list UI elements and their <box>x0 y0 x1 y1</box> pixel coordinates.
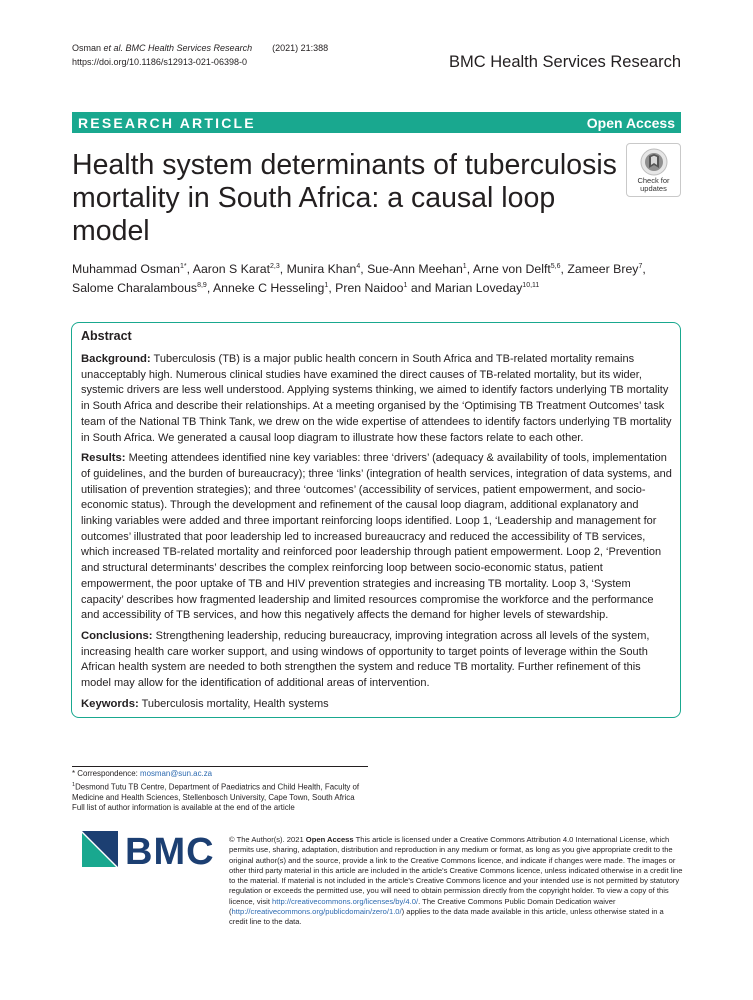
correspondence-footnote <box>72 769 372 814</box>
article-title: Health system determinants of tuberculosis mortality in South Africa: a causal loop model <box>72 149 617 247</box>
author-name[interactable]: Sue-Ann Meehan <box>367 262 463 276</box>
abstract-heading: Abstract <box>81 329 132 343</box>
abstract-background-label: Background: <box>81 353 151 365</box>
article-type-label: RESEARCH ARTICLE <box>78 114 256 131</box>
author-separator: , <box>328 281 336 295</box>
author-separator: , <box>642 262 646 276</box>
author-separator: and <box>407 281 435 295</box>
open-access-label: Open Access <box>586 114 675 131</box>
author-affiliation: 7 <box>638 262 643 270</box>
citation-journal: et al. BMC Health Services Research <box>103 43 253 53</box>
check-for-updates-line1: Check for <box>637 176 670 185</box>
author-affiliation: 4 <box>356 262 361 270</box>
check-for-updates-line2: updates <box>640 184 667 193</box>
author-name[interactable]: Zameer Brey <box>567 262 639 276</box>
abstract-keywords-label: Keywords: <box>81 697 139 710</box>
author-name[interactable]: Pren Naidoo <box>335 281 404 295</box>
affiliation-marker: 1 <box>72 781 76 788</box>
author-affiliation: 2,3 <box>270 262 280 270</box>
citation-authors: Osman <box>72 43 104 53</box>
license-text-1: This article is licensed under a Creative Commons Attribution 4.0 International License, which permits use, sharing, adaptation, distribution and reproduction in any medium or format, as long as you give appropriate credit to the original author(s) and the source, provide a link to the Creative Commons licence, and indicate if changes were made. The images or other third party material in this article are included in the article's Creative Commons licence, unless indicated otherwise in a credit line to the material. If material is not included in the article's Creative Commons licence and your intended use is not permitted by statutory regulation or exceeds the permitted use, you will need to obtain permission directly from the copyright holder. To view a copy of this licence, visit <box>229 835 683 906</box>
author-name[interactable]: Salome Charalambous <box>72 281 198 295</box>
abstract-results <box>81 451 672 624</box>
author-separator: , <box>560 262 568 276</box>
abstract-results-text: Meeting attendees identified nine key variables: three ‘drivers’ (adequacy & availability of tools, implementation of guidelines, and the burden of bureaucracy); three ‘links’ (integration of health services, integration of data systems, and utilisation of prevention strategies); and three ‘outcomes’ (accessibility of services, patient empowerment, and socio-economic status). Through the development and refinement of the causal loop diagram, additional explanatory and linking variables were added and three important reinforcing loops identified. Loop 1, ‘Leadership and management for outcomes’ illustrated that poor leadership led to increased bureaucracy and reduced the accessibility of TB services, which increased TB-related mortality and reinforced poor leadership through patient empowerment. Loop 2, ‘Prevention and structural determinants’ describes the complex reinforcing loop between socio-economic status, patient empowerment, the poor uptake of TB and HIV prevention strategies and increasing TB mortality. Loop 3, ‘System capacity’ describes how fragmented leadership and limited resources compromise the workforce and the performance and accessibility of TB services, and how this negatively affects the demand for higher levels of stewardship. <box>81 452 672 622</box>
bmc-logo <box>82 831 213 871</box>
author-separator: , <box>279 262 287 276</box>
correspondence-email-link[interactable]: mosman@sun.ac.za <box>140 769 213 778</box>
abstract-conclusions <box>81 629 672 692</box>
license-text-2: . The Creative Commons Public Domain Dedication waiver ( <box>229 896 616 917</box>
author-name[interactable]: Arne von Delft <box>472 262 551 276</box>
author-list <box>72 260 684 298</box>
author-name[interactable]: Muhammad Osman <box>72 262 180 276</box>
license-cc0-link[interactable]: http://creativecommons.org/publicdomain/zero/1.0/ <box>231 907 402 917</box>
license-text-3: ) applies to the data made available in this article, unless otherwise stated in a credit line to the data. <box>229 907 664 927</box>
license-copyright: © The Author(s). 2021 <box>229 835 306 844</box>
author-separator: , <box>186 262 193 276</box>
author-affiliation: 1 <box>324 281 329 289</box>
author-name[interactable]: Munira Khan <box>286 262 357 276</box>
abstract-keywords <box>81 697 672 713</box>
author-affiliation: 1* <box>179 262 187 270</box>
author-separator: , <box>466 262 473 276</box>
citation-header <box>72 41 328 69</box>
abstract-background-text: Tuberculosis (TB) is a major public health concern in South Africa and TB-related mortality remains unacceptably high. Numerous clinical studies have examined the direct causes of TB-related mortality, but its wider, systemic drivers are less well understood. Applying systems thinking, we aimed to identify factors underlying TB mortality in South Africa and describe their relationships. At a meeting organised by the ‘Optimising TB Treatment Outcomes’ task team of the National TB Think Tank, we drew on the wide expertise of attendees to identify factors underlying TB mortality in South Africa. We generated a causal loop diagram to illustrate how these factors relate to each other. <box>81 353 672 444</box>
author-separator: , <box>360 262 368 276</box>
abstract-box <box>71 322 681 718</box>
author-affiliation: 8,9 <box>197 281 207 289</box>
citation-year: (2021) 21:388 <box>272 43 329 53</box>
abstract-results-label: Results: <box>81 452 126 465</box>
bmc-logo-text: BMC <box>125 831 213 871</box>
doi-link[interactable]: https://doi.org/10.1186/s12913-021-06398-0 <box>72 57 247 67</box>
journal-name: BMC Health Services Research <box>449 53 681 71</box>
abstract-background <box>81 352 672 446</box>
author-name[interactable]: Marian Loveday <box>434 281 523 295</box>
check-for-updates-icon <box>640 148 668 176</box>
author-affiliation: 10,11 <box>522 281 540 289</box>
correspondence-prefix: * Correspondence: <box>72 769 140 778</box>
article-type-banner <box>72 112 681 133</box>
abstract-keywords-text: Tuberculosis mortality, Health systems <box>138 697 329 710</box>
author-affiliation: 5,6 <box>550 262 561 270</box>
author-name[interactable]: Aaron S Karat <box>192 262 271 276</box>
author-info-note: Full list of author information is available at the end of the article <box>72 803 295 813</box>
check-for-updates-button[interactable] <box>626 143 681 197</box>
license-cc-by-link[interactable]: http://creativecommons.org/licenses/by/4.0/ <box>272 896 419 906</box>
bmc-logo-icon <box>82 831 213 871</box>
abstract-conclusions-label: Conclusions: <box>81 629 153 642</box>
abstract-conclusions-text: Strengthening leadership, reducing bureaucracy, improving integration across all levels of the system, increasing health care worker support, and using windows of opportunity to target points of leverage within the South African health system are needed to both strengthen the system and reduce TB mortality. Further refinement of this model may allow for the identification of additional areas of intervention. <box>81 629 650 690</box>
check-for-updates-text <box>637 177 669 193</box>
author-affiliation: 1 <box>403 281 408 289</box>
license-statement <box>229 835 683 928</box>
license-open-access: Open Access <box>305 835 354 844</box>
correspondence-affiliation: Desmond Tutu TB Centre, Department of Paediatrics and Child Health, Faculty of Medicine and Health Sciences, Stellenbosch University, Cape Town, South Africa <box>72 782 360 802</box>
author-affiliation: 1 <box>462 262 467 270</box>
footnote-divider <box>72 766 368 767</box>
author-name[interactable]: Anneke C Hesseling <box>212 281 325 295</box>
author-separator: , <box>206 281 213 295</box>
